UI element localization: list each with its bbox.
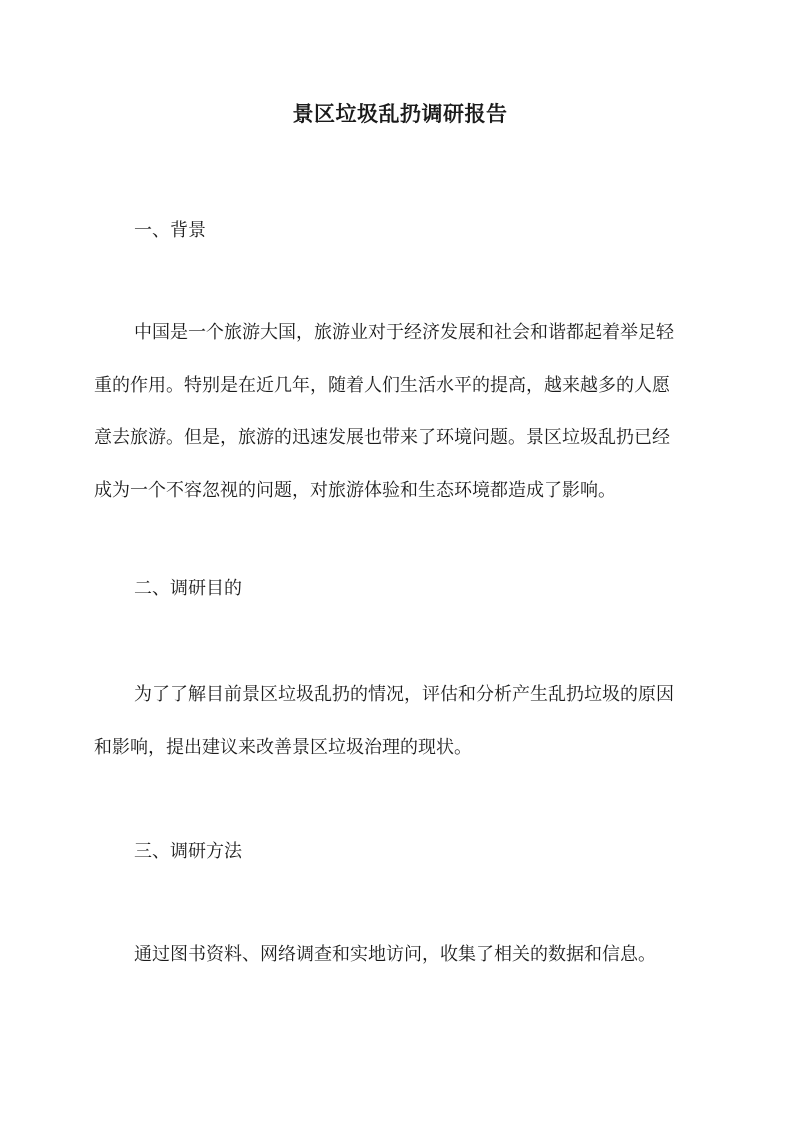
paragraph-line: 成为一个不容忽视的问题，对旅游体验和生态环境都造成了影响。: [94, 479, 616, 501]
paragraph-line: 中国是一个旅游大国，旅游业对于经济发展和社会和谐都起着举足轻: [134, 322, 674, 343]
section-heading-purpose: 二、调研目的: [134, 578, 242, 599]
section-paragraph-background: [94, 307, 714, 517]
paragraph-line: 意去旅游。但是，旅游的迅速发展也带来了环境问题。景区垃圾乱扔已经: [94, 427, 670, 448]
section-heading-background: 一、背景: [134, 220, 206, 241]
paragraph-line: 为了了解目前景区垃圾乱扔的情况，评估和分析产生乱扔垃圾的原因: [134, 684, 674, 705]
document-title: 景区垃圾乱扔调研报告: [292, 101, 508, 126]
section-paragraph-method: [94, 929, 714, 982]
section-paragraph-purpose: [94, 669, 714, 774]
section-heading-method: 三、调研方法: [134, 841, 242, 862]
paragraph-line: 通过图书资料、网络调查和实地访问，收集了相关的数据和信息。: [134, 944, 656, 965]
paragraph-line: 重的作用。特别是在近几年，随着人们生活水平的提高，越来越多的人愿: [94, 374, 670, 396]
paragraph-line: 和影响，提出建议来改善景区垃圾治理的现状。: [94, 736, 472, 758]
